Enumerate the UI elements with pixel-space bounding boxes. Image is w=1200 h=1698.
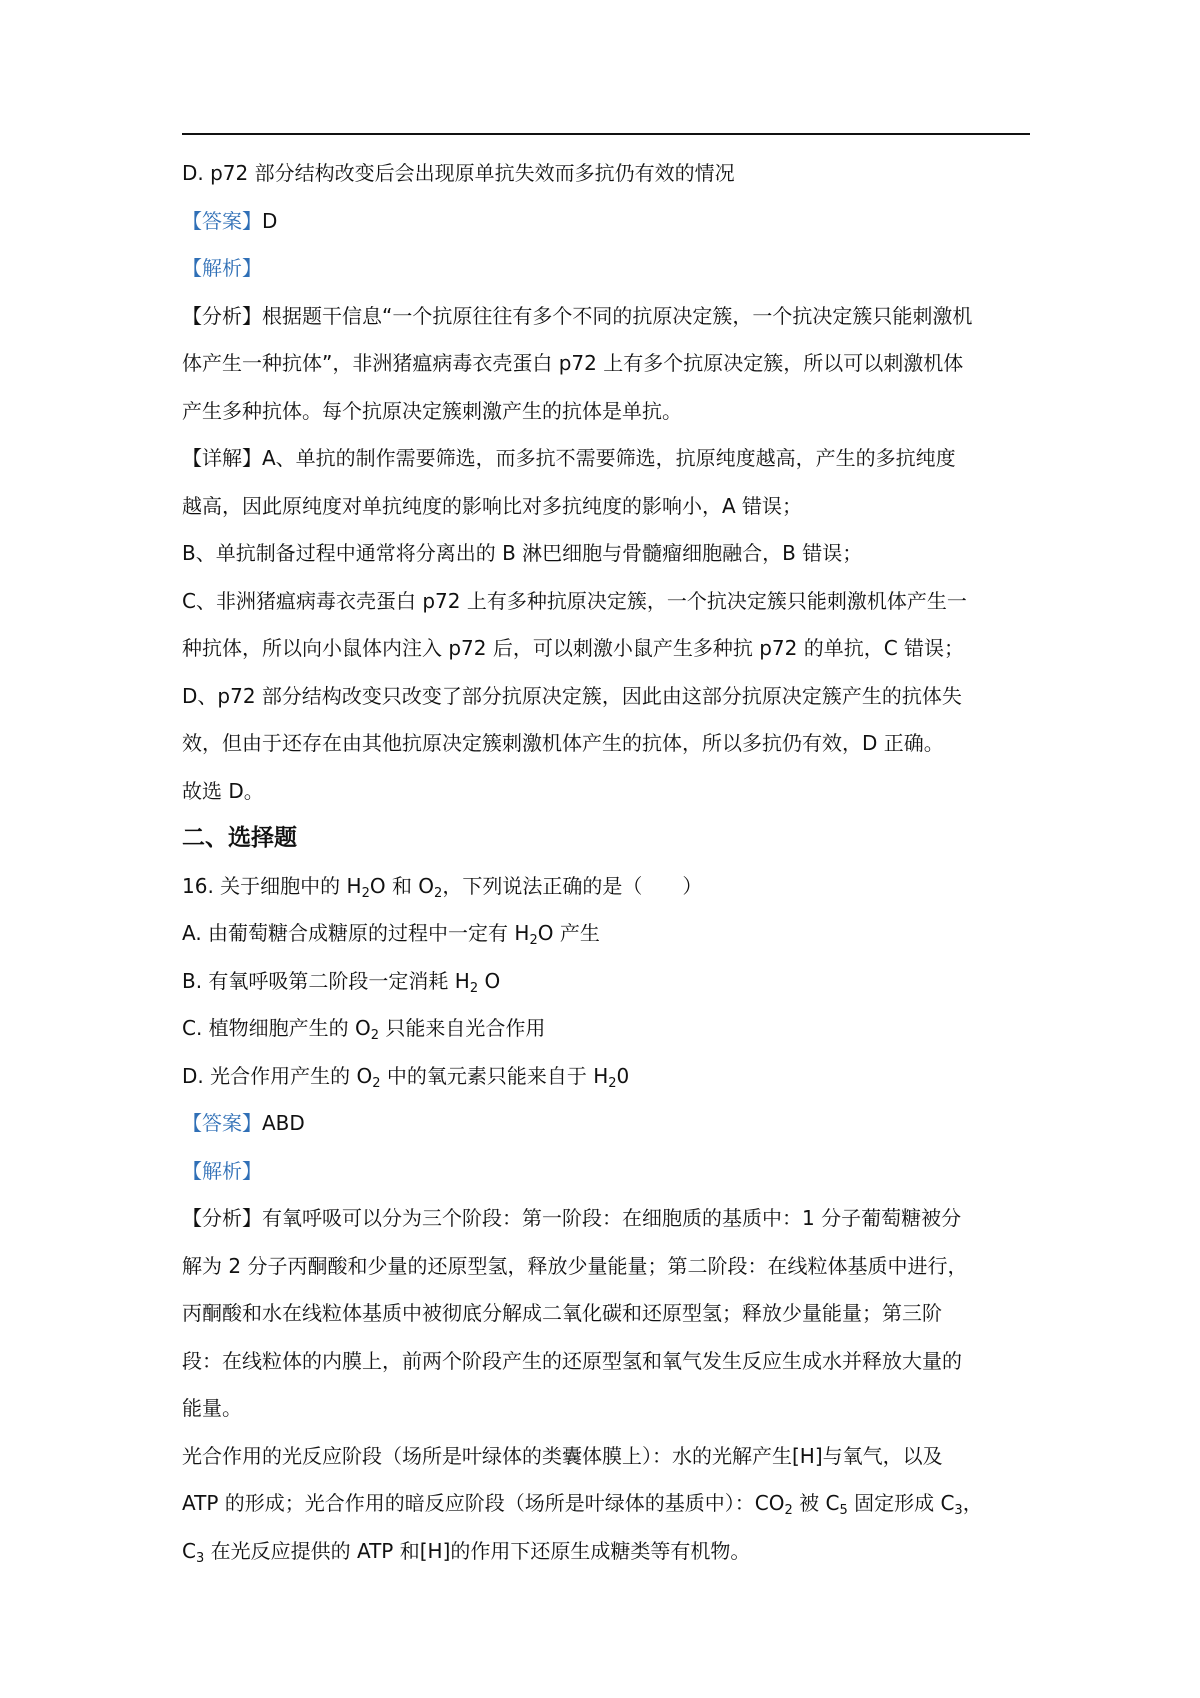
- option-text: O 产生: [537, 921, 600, 945]
- q16-option-a: [182, 910, 1030, 958]
- q16-stem-text: O 和 O: [369, 873, 435, 898]
- q15-option-d: D. p72 部分结构改变后会出现原单抗失效而多抗仍有效的情况: [182, 161, 735, 185]
- q15-xiangjie-line: 【详解】A、单抗的制作需要筛选，而多抗不需要筛选，抗原纯度越高，产生的多抗纯度: [182, 446, 956, 470]
- photo-text: 在光反应提供的 ATP 和[H]的作用下还原生成糖类等有机物。: [204, 1538, 751, 1563]
- subscript: 2: [372, 1075, 381, 1091]
- photo-text: C: [182, 1538, 196, 1563]
- q16-answer: [182, 1100, 1030, 1148]
- answer-value: D: [262, 208, 278, 233]
- q16-fenxi-line: 能量。: [182, 1396, 242, 1420]
- option-text: 0: [616, 1063, 630, 1088]
- photo-text: ，: [962, 1491, 983, 1515]
- photo-text: 被 C: [792, 1491, 840, 1515]
- answer-tag: 【答案】: [182, 208, 262, 233]
- q16-photosynthesis-line: [182, 1480, 1030, 1528]
- option-text: A. 由葡萄糖合成糖原的过程中一定有 H: [182, 921, 530, 945]
- header-rule: [182, 133, 1030, 135]
- q16-option-c: [182, 1005, 1030, 1053]
- q15-xiangjie-line: C、非洲猪瘟病毒衣壳蛋白 p72 上有多种抗原决定簇，一个抗决定簇只能刺激机体产生一: [182, 588, 967, 613]
- option-text: D. 光合作用产生的 O: [182, 1063, 373, 1088]
- q16-option-b: [182, 958, 1030, 1006]
- subscript: 3: [195, 1550, 205, 1566]
- q16-fenxi-line: 丙酮酸和水在线粒体基质中被彻底分解成二氧化碳和还原型氢；释放少量能量；第三阶: [182, 1301, 942, 1325]
- q15-fenxi-line: 【分析】根据题干信息“一个抗原往往有多个不同的抗原决定簇，一个抗决定簇只能刺激机: [182, 303, 973, 328]
- option-text: 中的氧元素只能来自于 H: [380, 1063, 609, 1088]
- subscript: 2: [361, 885, 370, 901]
- answer-value: ABD: [262, 1111, 305, 1135]
- q15-xiangjie-line: 效，但由于还存在由其他抗原决定簇刺激机体产生的抗体，所以多抗仍有效，D 正确。: [182, 731, 944, 755]
- q16-stem-text: ，下列说法正确的是（ ）: [442, 873, 703, 898]
- q16-fenxi-line: 段：在线粒体的内膜上，前两个阶段产生的还原型氢和氧气发生反应生成水并释放大量的: [182, 1348, 962, 1373]
- subscript: 2: [469, 980, 479, 996]
- answer-tag: 【答案】: [182, 1111, 262, 1135]
- q16-photosynthesis-line: 光合作用的光反应阶段（场所是叶绿体的类囊体膜上）：水的光解产生[H]与氧气，以及: [182, 1443, 943, 1468]
- subscript: 2: [784, 1503, 793, 1518]
- option-text: 只能来自光合作用: [379, 1016, 546, 1040]
- option-text: C. 植物细胞产生的 O: [182, 1016, 371, 1040]
- subscript: 3: [954, 1503, 963, 1518]
- subscript: 5: [839, 1503, 848, 1518]
- q15-fenxi-line: 体产生一种抗体”，非洲猪瘟病毒衣壳蛋白 p72 上有多个抗原决定簇，所以可以刺激机体: [182, 351, 964, 375]
- q15-xiangjie-line: 越高，因此原纯度对单抗纯度的影响比对多抗纯度的影响小，A 错误；: [182, 493, 803, 518]
- option-text: B. 有氧呼吸第二阶段一定消耗 H: [182, 968, 470, 993]
- q16-stem-text: 16. 关于细胞中的 H: [182, 873, 362, 898]
- q15-xiangjie-line: 故选 D。: [182, 778, 264, 803]
- q15-xiangjie-line: D、p72 部分结构改变只改变了部分抗原决定簇，因此由这部分抗原决定簇产生的抗体失: [182, 683, 962, 708]
- q15-xiangjie-line: 种抗体，所以向小鼠体内注入 p72 后，可以刺激小鼠产生多种抗 p72 的单抗，C 错误；: [182, 636, 965, 660]
- q16-fenxi-line: 解为 2 分子丙酮酸和少量的还原型氢，释放少量能量；第二阶段：在线粒体基质中进行，: [182, 1253, 968, 1278]
- photo-text: 固定形成 C: [847, 1491, 955, 1515]
- subscript: 2: [370, 1028, 380, 1043]
- section-title: 二、选择题: [182, 825, 297, 851]
- q15-answer: [182, 198, 1030, 246]
- document-content: [182, 150, 1030, 1575]
- subscript: 2: [529, 933, 538, 948]
- subscript: 2: [608, 1075, 617, 1091]
- q16-option-d: [182, 1053, 1030, 1101]
- q15-analysis-tag: 【解析】: [182, 256, 262, 280]
- option-text: O: [478, 968, 501, 993]
- q16-photosynthesis-line: [182, 1528, 1030, 1576]
- q15-xiangjie-line: B、单抗制备过程中通常将分离出的 B 淋巴细胞与骨髓瘤细胞融合，B 错误；: [182, 541, 863, 565]
- subscript: 2: [434, 885, 443, 901]
- q16-analysis-tag: 【解析】: [182, 1158, 262, 1183]
- q16-fenxi-line: 【分析】有氧呼吸可以分为三个阶段：第一阶段：在细胞质的基质中：1 分子葡萄糖被分: [182, 1206, 962, 1230]
- q15-fenxi-line: 产生多种抗体。每个抗原决定簇刺激产生的抗体是单抗。: [182, 398, 682, 423]
- q16-stem: [182, 863, 1030, 911]
- photo-text: ATP 的形成；光合作用的暗反应阶段（场所是叶绿体的基质中）：CO: [182, 1491, 785, 1515]
